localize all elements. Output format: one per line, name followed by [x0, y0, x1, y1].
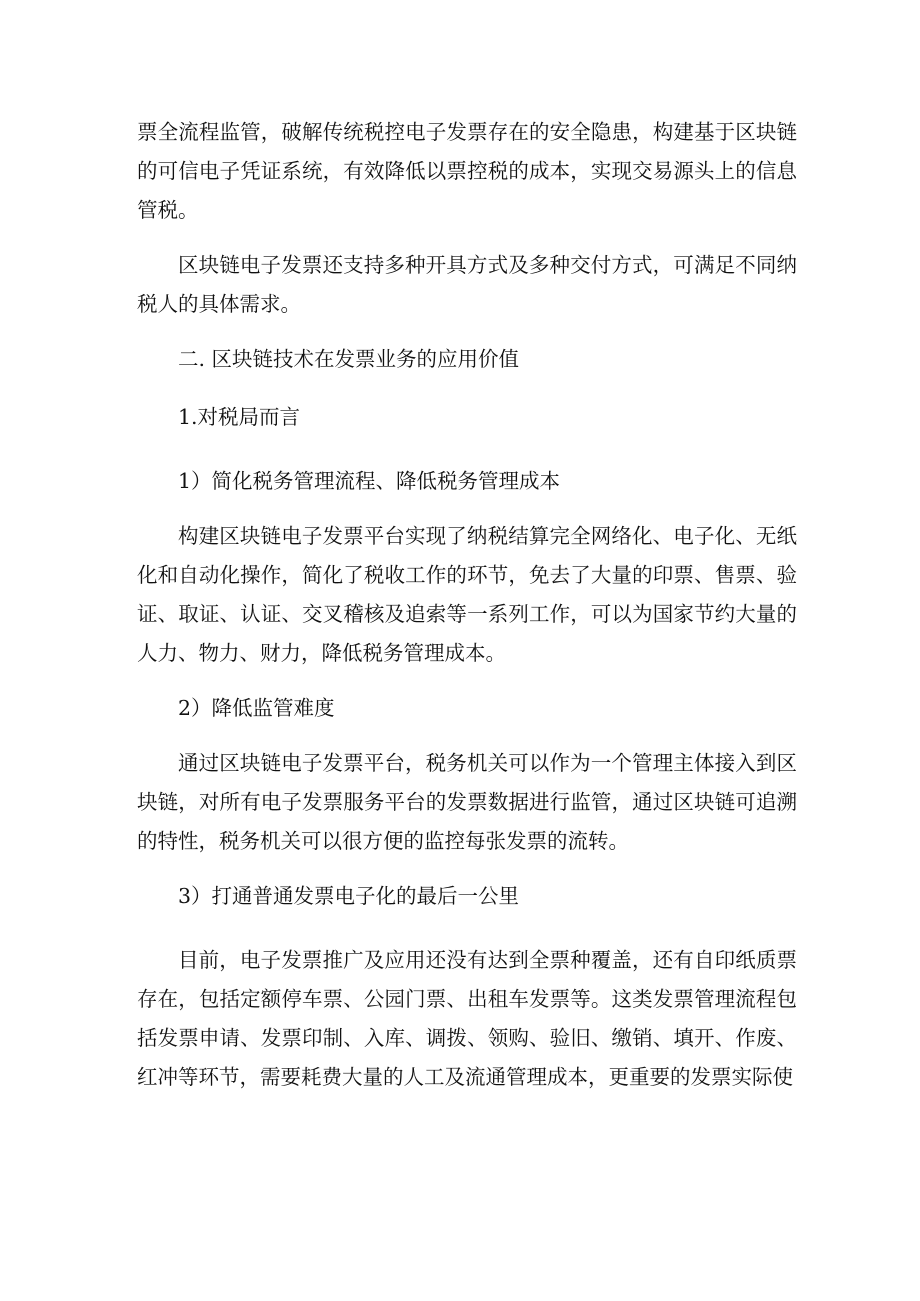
item-heading-last-mile: 3）打通普通发票电子化的最后一公里 [178, 884, 520, 908]
paragraph-simplify-process: 构建区块链电子发票平台实现了纳税结算完全网络化、电子化、无纸化和自动化操作，简化了税收工作的环节，免去了大量的印票、售票、验证、取证、认证、交叉稽核及追索等一系列工作，可以为国家节约大量的人力、物力、财力，降低税务管理成本。 [137, 524, 797, 665]
item-heading-reduce-difficulty: 2）降低监管难度 [178, 696, 335, 720]
section-heading-application-value: 二. 区块链技术在发票业务的应用价值 [178, 347, 520, 371]
document-body [137, 113, 797, 1097]
subsection-heading-tax-bureau: 1.对税局而言 [178, 405, 301, 429]
paragraph-reduce-difficulty: 通过区块链电子发票平台，税务机关可以作为一个管理主体接入到区块链，对所有电子发票服务平台的发票数据进行监管，通过区块链可追溯的特性，税务机关可以很方便的监控每张发票的流转。 [137, 751, 797, 853]
paragraph-last-mile: 目前，电子发票推广及应用还没有达到全票种覆盖，还有自印纸质票存在，包括定额停车票、公园门票、出租车发票等。这类发票管理流程包括发票申请、发票印制、入库、调拨、领购、验旧、缴销、填开、作废、红冲等环节，需要耗费大量的人工及流通管理成本，更重要的发票实际使 [137, 948, 797, 1089]
item-heading-simplify-process: 1）简化税务管理流程、降低税务管理成本 [178, 469, 561, 493]
paragraph-delivery-methods: 区块链电子发票还支持多种开具方式及多种交付方式，可满足不同纳税人的具体需求。 [137, 253, 797, 316]
paragraph-continuation: 票全流程监管，破解传统税控电子发票存在的安全隐患，构建基于区块链的可信电子凭证系统，有效降低以票控税的成本，实现交易源头上的信息管税。 [137, 120, 797, 222]
